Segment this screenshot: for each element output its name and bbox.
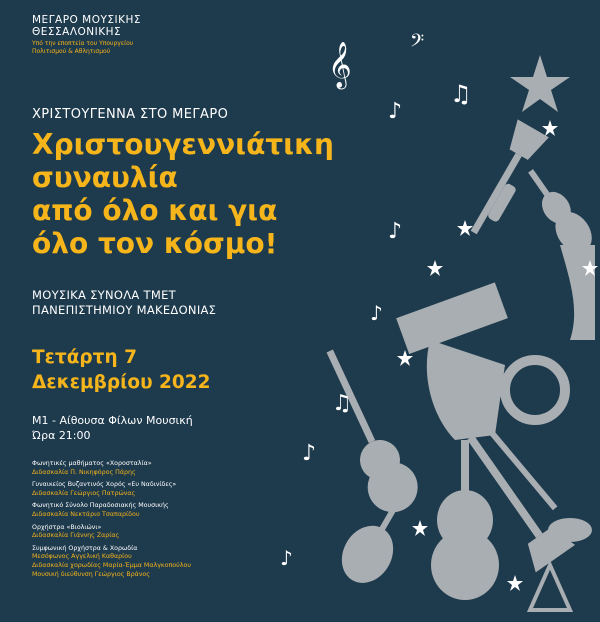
clarinet-icon bbox=[489, 430, 558, 510]
music-note-icon: ♫ bbox=[332, 391, 352, 416]
program-ensemble: Φωνητικές μαθήματος «Χοροσταλία» bbox=[32, 460, 152, 467]
program-group bbox=[32, 460, 191, 477]
ensemble-name bbox=[32, 288, 216, 318]
program-group bbox=[32, 481, 191, 498]
program-list bbox=[32, 460, 191, 583]
date-month-year: Δεκεμβρίου 2022 bbox=[32, 372, 211, 393]
logo-subtitle-line-2: Πολιτισμού & Αθλητισμού bbox=[32, 48, 111, 55]
event-date bbox=[32, 345, 211, 395]
program-credit: Διδασκαλία Νεκτάριο Τσαπαρίδου bbox=[32, 510, 140, 518]
event-venue bbox=[32, 413, 193, 443]
program-credit: Διδασκαλία Γεώργιος Πατρώνας bbox=[32, 489, 136, 497]
music-note-icon: ♫ bbox=[450, 80, 472, 108]
program-ensemble: Γυναικείος Βυζαντινός Χορός «Ευ Ναδινίδες» bbox=[32, 481, 177, 489]
guitar-icon bbox=[307, 341, 426, 521]
program-group bbox=[32, 502, 191, 519]
instrument-tree-illustration bbox=[270, 20, 600, 622]
music-note-icon: ♪ bbox=[370, 301, 383, 325]
star-icon bbox=[412, 520, 428, 536]
star-icon bbox=[427, 260, 443, 276]
program-credit: Μεσόφωνος Αγγελική Καθαρίου bbox=[32, 553, 132, 561]
program-group bbox=[32, 545, 191, 579]
title-line: από όλο και για bbox=[32, 194, 278, 227]
piano-icon bbox=[427, 340, 505, 440]
music-note-icon: ♪ bbox=[388, 99, 403, 124]
music-note-icon: ♪ bbox=[302, 441, 317, 466]
program-ensemble: Συμφωνική Ορχήστρα & Χορωδία bbox=[32, 544, 138, 552]
logo-line-1: ΜΕΓΑΡΟ ΜΟΥΣΙΚΗΣ bbox=[32, 14, 142, 26]
program-credit: Διδασκαλία Π. Νικηφόρος Πάρης bbox=[32, 468, 136, 476]
french-horn-icon bbox=[505, 360, 565, 420]
harp-icon bbox=[560, 245, 595, 340]
logo-subtitle bbox=[32, 40, 152, 56]
date-day: Τετάρτη 7 bbox=[32, 347, 137, 368]
tree-top-star-icon bbox=[510, 55, 570, 112]
title-line: Χριστουγεννιάτικη bbox=[32, 128, 334, 161]
title-line: όλο τον κόσμο! bbox=[32, 227, 278, 260]
star-icon bbox=[457, 220, 473, 236]
star-icon bbox=[507, 575, 523, 591]
bass-clef-icon: 𝄢 bbox=[410, 31, 425, 56]
logo-subtitle-line-1: Υπό την εποπτεία του Υπουργείου bbox=[32, 40, 134, 47]
venue-logo bbox=[32, 14, 152, 56]
star-icon bbox=[542, 120, 558, 136]
treble-clef-icon: 𝄞 bbox=[328, 42, 352, 88]
keyboard-icon bbox=[396, 282, 508, 354]
program-ensemble: Φωνητικό Σύνολο Παραδοσιακής Μουσικής bbox=[32, 502, 169, 510]
program-credit: Μουσική διεύθυνση Γεώργιος Βράνος bbox=[32, 570, 150, 578]
music-note-icon: ♪ bbox=[388, 219, 403, 244]
drum-icon bbox=[548, 518, 592, 542]
program-ensemble: Ορχήστρα «Βιολιώνι» bbox=[32, 523, 102, 531]
venue-hall: Μ1 - Αίθουσα Φίλων Μουσική bbox=[32, 414, 193, 427]
violin-icon bbox=[517, 162, 599, 260]
program-group bbox=[32, 524, 191, 541]
event-kicker: ΧΡΙΣΤΟΥΓΕΝΝΑ ΣΤΟ ΜΕΓΑΡΟ bbox=[32, 107, 229, 122]
music-note-icon: ♪ bbox=[280, 546, 293, 570]
ensemble-line-2: ΠΑΝΕΠΙΣΤΗΜΙΟΥ ΜΑΚΕΔΟΝΙΑΣ bbox=[32, 303, 217, 317]
event-time: Ώρα 21:00 bbox=[32, 429, 91, 442]
logo-line-2: ΘΕΣΣΑΛΟΝΙΚΗΣ bbox=[32, 26, 122, 38]
program-credit: Διδασκαλία Γιάννης Ζαρίας bbox=[32, 532, 120, 540]
program-credit: Διδασκαλία χορωδίας Μαρία-Έμμα Μαλγκοπούλου bbox=[32, 561, 192, 569]
title-line: συναυλία bbox=[32, 161, 178, 194]
ensemble-line-1: ΜΟΥΣΙΚΑ ΣΥΝΟΛΑ ΤΜΕΤ bbox=[32, 288, 176, 302]
